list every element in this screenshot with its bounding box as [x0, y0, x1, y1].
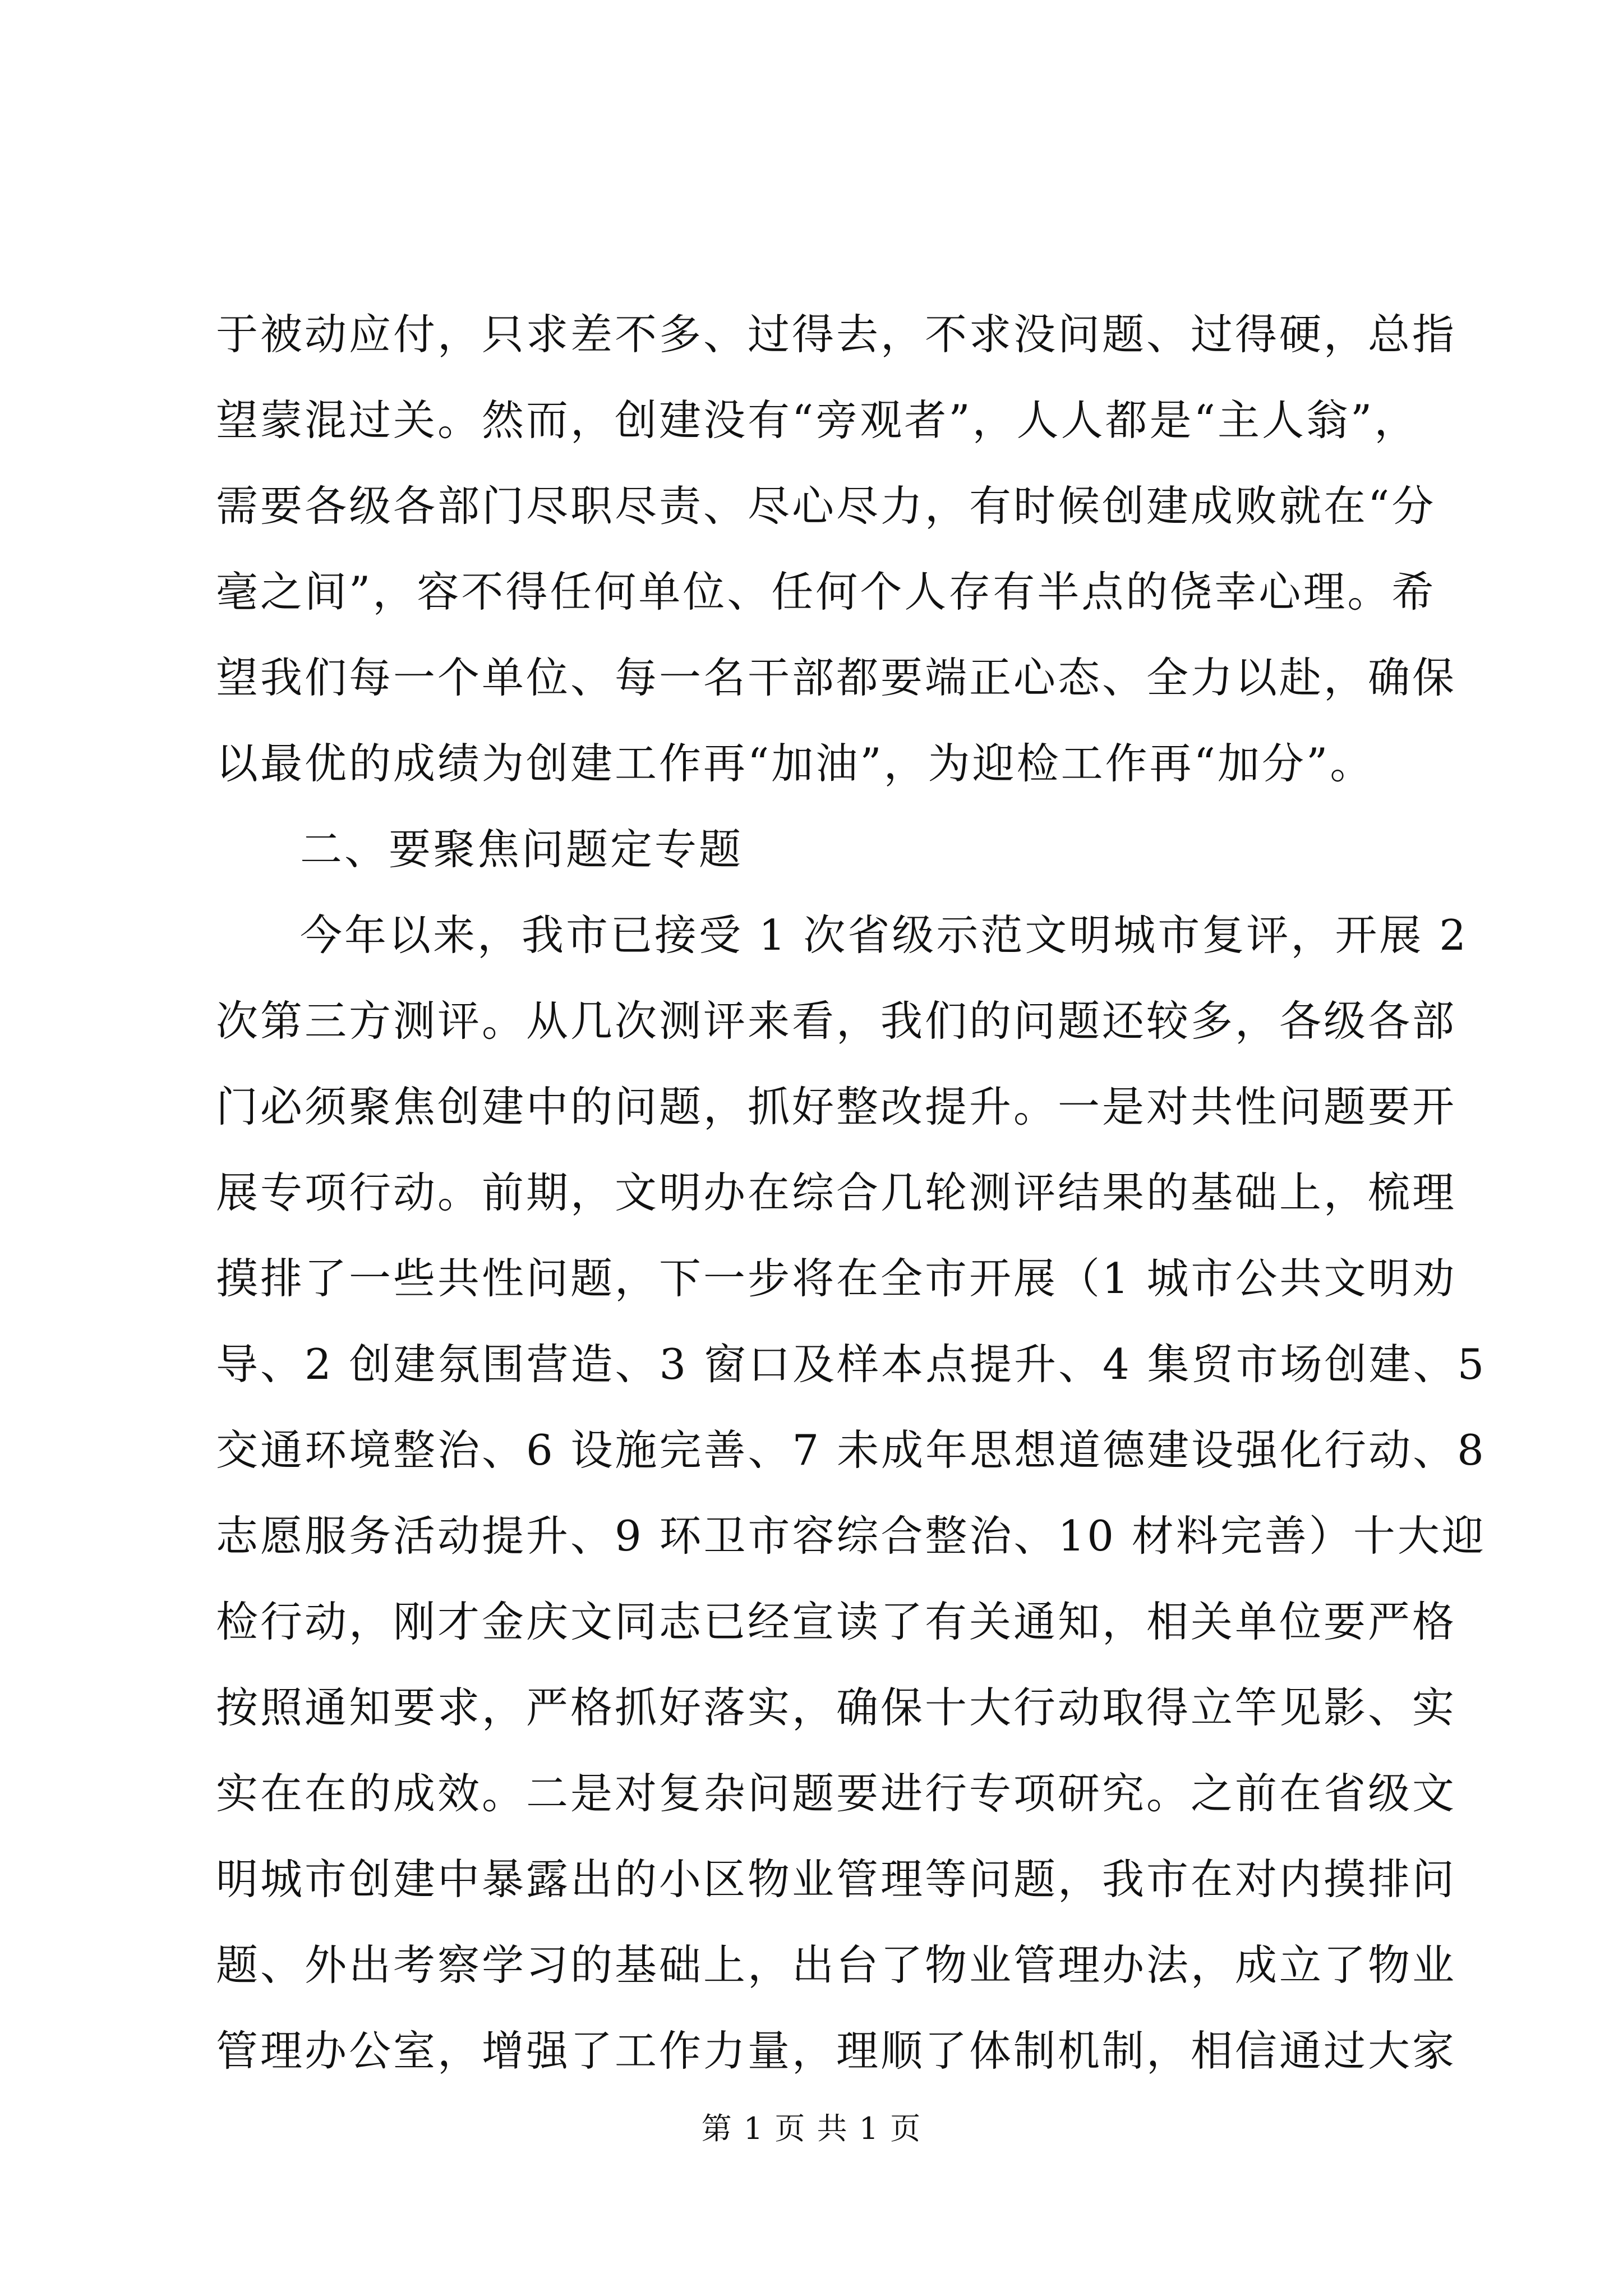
text-line: 次第三方测评。从几次测评来看，我们的问题还较多，各级各部 — [216, 996, 1457, 1046]
text-line: 需要各级各部门尽职尽责、尽心尽力，有时候创建成败就在“分 — [216, 481, 1436, 531]
text-line: 导、2 创建氛围营造、3 窗口及样本点提升、4 集贸市场创建、5 — [216, 1340, 1487, 1389]
text-line: 望我们每一个单位、每一名干部都要端正心态、全力以赴，确保 — [216, 653, 1457, 702]
page-footer: 第 1 页 共 1 页 — [701, 2111, 922, 2146]
text-line: 毫之间”，容不得任何单位、任何个人存有半点的侥幸心理。希 — [216, 567, 1436, 616]
text-line: 今年以来，我市已接受 1 次省级示范文明城市复评，开展 2 — [300, 910, 1468, 960]
text-line: 于被动应付，只求差不多、过得去，不求没问题、过得硬，总指 — [216, 310, 1457, 359]
text-line: 望蒙混过关。然而，创建没有“旁观者”，人人都是“主人翁”， — [216, 395, 1419, 445]
text-line: 实在在的成效。二是对复杂问题要进行专项研究。之前在省级文 — [216, 1769, 1457, 1818]
text-line: 门必须聚焦创建中的问题，抓好整改提升。一是对共性问题要开 — [216, 1082, 1457, 1131]
text-line: 摸排了一些共性问题，下一步将在全市开展（1 城市公共文明劝 — [216, 1254, 1457, 1303]
text-line: 按照通知要求，严格抓好落实，确保十大行动取得立竿见影、实 — [216, 1683, 1457, 1732]
section-heading: 二、要聚焦问题定专题 — [300, 825, 744, 874]
text-line: 志愿服务活动提升、9 环卫市容综合整治、10 材料完善）十大迎 — [216, 1511, 1486, 1561]
text-line: 明城市创建中暴露出的小区物业管理等问题，我市在对内摸排问 — [216, 1855, 1457, 1904]
document-body — [216, 292, 1487, 2094]
text-line: 管理办公室，增强了工作力量，理顺了体制机制，相信通过大家 — [216, 2026, 1457, 2076]
text-line: 展专项行动。前期，文明办在综合几轮测评结果的基础上，梳理 — [216, 1168, 1457, 1217]
text-line: 检行动，刚才金庆文同志已经宣读了有关通知，相关单位要严格 — [216, 1597, 1457, 1646]
text-line: 题、外出考察学习的基础上，出台了物业管理办法，成立了物业 — [216, 1940, 1457, 1990]
text-line: 交通环境整治、6 设施完善、7 未成年思想道德建设强化行动、8 — [216, 1425, 1486, 1475]
text-line: 以最优的成绩为创建工作再“加油”，为迎检工作再“加分”。 — [216, 739, 1375, 788]
